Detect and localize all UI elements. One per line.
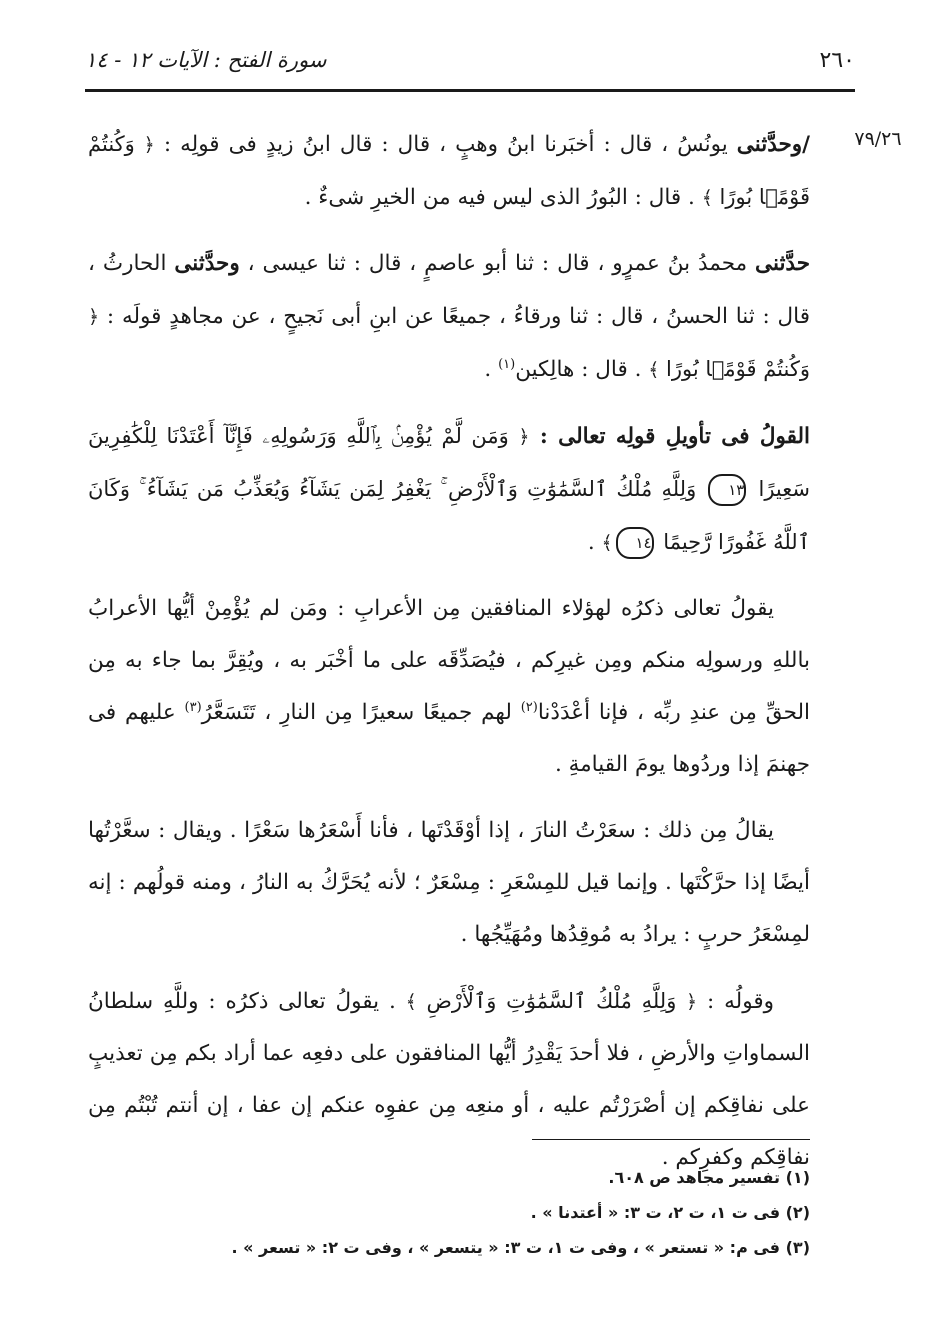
quran-bracket-close: ﴾	[405, 991, 417, 1013]
quran-quote: وَكُنتُمْ قَوْمًۢا بُورًا	[659, 357, 810, 381]
narrator-lead: وحدَّثنى	[174, 251, 240, 276]
paragraph-6	[88, 975, 810, 1184]
quran-bracket-open: ﴿	[88, 306, 100, 328]
page-header	[85, 40, 855, 80]
paragraph-2	[88, 238, 810, 396]
quran-bracket-close: ﴾	[701, 187, 713, 209]
paragraph-text: وقولُه :	[697, 989, 774, 1014]
paragraph-3	[88, 410, 810, 569]
footnote-3: (٣) فى م: « تستعر » ، وفى ت ١، ت ٣: « يتسعر » ، وفى ت ٢: « تسعر » .	[231, 1238, 810, 1257]
paragraph-text: محمدُ بنُ عمرٍو ، قال : ثنا أبو عاصمٍ ، قال : ثنا عيسى ،	[239, 251, 756, 276]
footnote-2: (٢) فى ت ١، ت ٢، ت ٣: « أعتدنا » .	[530, 1203, 810, 1222]
quran-bracket-open: ﴿	[518, 426, 530, 448]
narrator-lead: حدَّثنى	[755, 251, 810, 276]
running-title: سورة الفتح : الآيات ١٢ - ١٤	[85, 48, 327, 72]
header-rule	[85, 89, 855, 92]
paragraph-text: .	[587, 530, 602, 555]
quran-bracket-open: ﴿	[686, 991, 698, 1013]
paragraph-text: . قال : هالِكين	[515, 357, 649, 382]
footnote-marker: (٣)	[184, 699, 202, 715]
paragraph-4	[88, 583, 810, 791]
footnotes	[110, 1160, 810, 1265]
paragraph-text: يونُسُ ، قال : أخبَرنا ابنُ وهبٍ ، قال : قال ابنُ زيدٍ فى قولِه :	[154, 132, 737, 157]
main-text	[88, 118, 810, 1198]
paragraph-text: يقولُ تعالى ذكرُه لهؤلاء المنافقين مِن الأعرابِ : ومَن لم يُؤْمِنْ أيُّها الأعرابُ باللهِ ورسولِه منكم ومِن غيرِكم ، فيُصَدِّقَه على ما أخْبَر به ، ويُقِرَّ بما جاء به مِن الحقِّ مِن عندِ ربِّه ، فإنا أعْدَدْنا	[88, 596, 811, 725]
paragraph-5	[88, 805, 810, 961]
section-heading: القولُ فى تأويلِ قولِه تعالى :	[529, 424, 810, 449]
ayah-number-marker: ١٣	[708, 474, 746, 506]
quran-bracket-close: ﴾	[648, 359, 660, 381]
quran-quote: وَلِلَّهِ مُلْكُ ٱلسَّمَٰوَٰتِ وَٱلْأَرْضِ ۚ يَغْفِرُ لِمَن يَشَآءُ وَيُعَذِّبُ مَن يَشَآءُ ۚ وَكَانَ ٱللَّهُ غَفُورًا رَّحِيمًا	[88, 477, 810, 554]
quran-bracket-open: ﴿	[143, 134, 155, 156]
paragraph-text: يقالُ مِن ذلك : سعَرْتُ النارَ ، إذا أوْقَدْتَها ، فأنا أَسْعَرُها سَعْرًا . ويقال : سعَّرْتُها أيضًا إذا حرَّكْتَها . وإنما قيل للمِسْعَرِ : مِسْعَرٌ ؛ لأنه يُحَرَّكُ به النارُ ، ومنه قولُهم : إنه لمِسْعَرُ حربٍ : يرادُ به مُوقِدُها ومُهَيِّجُها .	[88, 818, 810, 947]
paragraph-text: . قال : البُورُ الذى ليس فيه من الخيرِ شىءٌ .	[304, 185, 702, 210]
footnote-marker: (٢)	[520, 699, 538, 715]
margin-reference: ٧٩/٢٦	[854, 128, 902, 150]
paragraph-text: عليهم فى جهنمَ إذا وردُوها يومَ القيامةِ .	[88, 700, 810, 777]
footnote-rule	[532, 1139, 810, 1140]
paragraph-text: لهم جميعًا سعيرًا مِن النارِ ، تَتَسَعَّرُ	[201, 700, 521, 725]
paragraph-text: الحارثُ ، قال : ثنا الحسنُ ، قال : ثنا ورقاءُ ، جميعًا عن ابنِ أبى نَجيحٍ ، عن مجاهدٍ قولَه :	[88, 251, 810, 329]
quran-quote: وَكُنتُمْ قَوْمًۢا بُورًا	[88, 132, 810, 209]
footnote-marker: (١)	[498, 356, 516, 372]
ayah-number-marker: ١٤	[616, 527, 654, 559]
paragraph-1	[88, 118, 810, 224]
quran-quote: وَلِلَّهِ مُلْكُ ٱلسَّمَٰوَٰتِ وَٱلْأَرْضِ	[416, 989, 687, 1013]
paragraph-text: . يقولُ تعالى ذكرُه : وللَّهِ سلطانُ السماواتِ والأرضِ ، فلا أحدَ يَقْدِرُ أيُّها المنافقون على دفعِه عما أراد بكم مِن تعذيبٍ على نفاقِكم إن أصْرَرْتُم عليه ، أو منعِه مِن عفوِه عنكم إن عفا ، إن أنتم تُبْتُم مِن نفاقِكم وكفرِكم .	[88, 989, 810, 1170]
quran-quote: وَمَن لَّمْ يُؤْمِنۢ بِٱللَّهِ وَرَسُولِهِۦ فَإِنَّآ أَعْتَدْنَا لِلْكَٰفِرِينَ سَعِيرًا	[88, 424, 810, 501]
page-number: ٢٦٠	[819, 47, 855, 73]
quran-bracket-close: ﴾	[601, 532, 613, 554]
narrator-lead: /وحدَّثنى	[736, 132, 810, 157]
paragraph-text: .	[484, 357, 499, 382]
footnote-1: (١) تفسير مجاهد ص ٦٠٨.	[608, 1168, 810, 1187]
